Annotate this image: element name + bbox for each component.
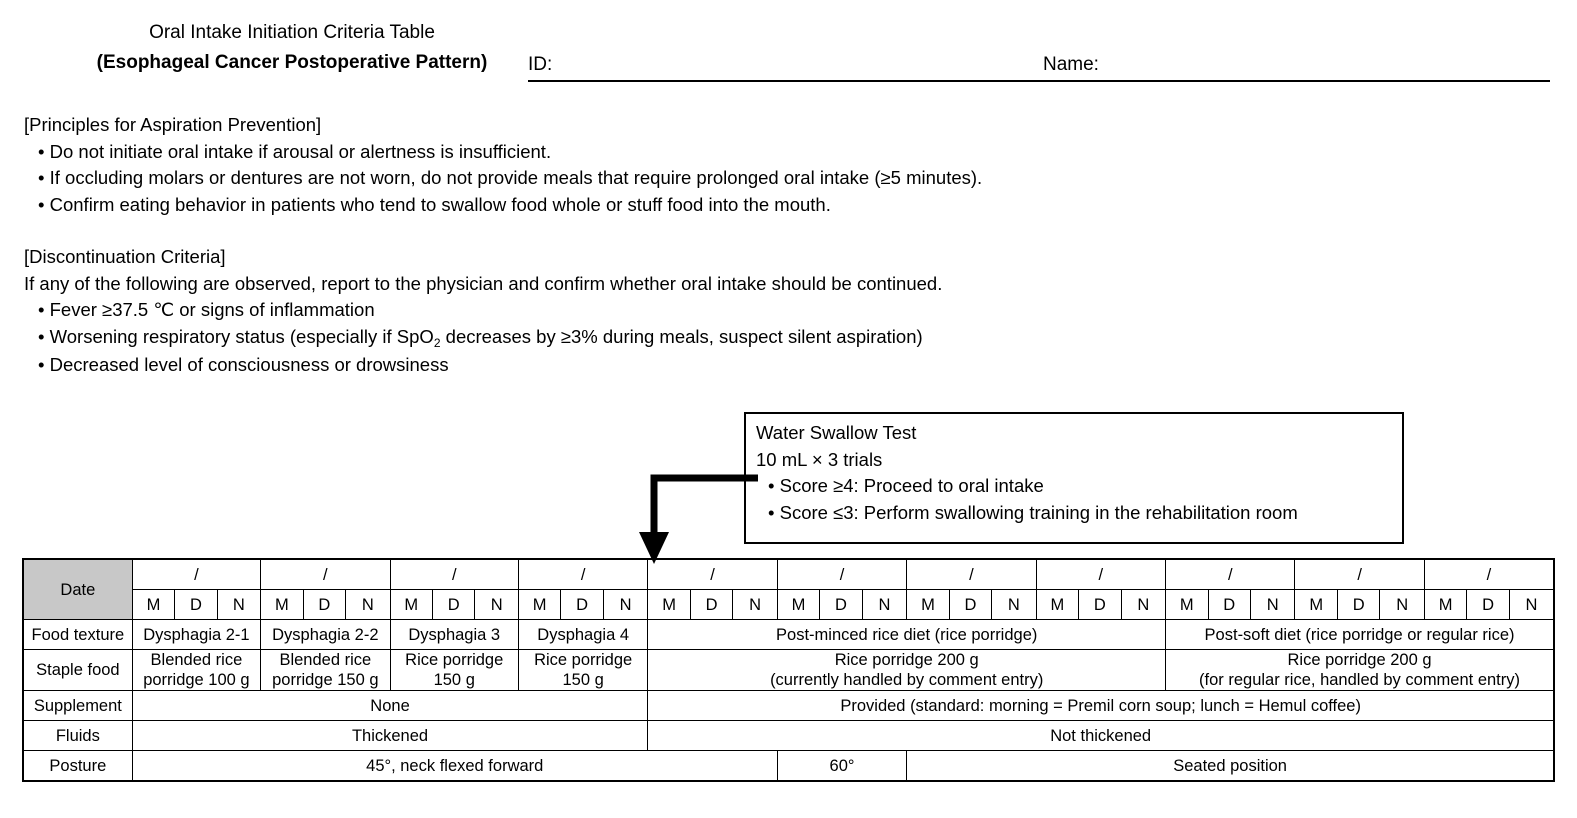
date-cell-3[interactable]: / — [390, 559, 518, 590]
aspiration-heading: [Principles for Aspiration Prevention] — [24, 114, 322, 135]
oral-intake-schedule-table — [22, 558, 1555, 782]
discontinuation-heading: [Discontinuation Criteria] — [24, 246, 226, 267]
aspiration-item-1: • Do not initiate oral intake if arousal or alertness is insufficient. — [38, 140, 552, 162]
staple-food-cell-4-line2: 150 g — [562, 671, 604, 689]
staple-food-cell-4[interactable] — [518, 650, 647, 691]
food-texture-cell-6[interactable]: Post-soft diet (rice porridge or regular rice) — [1166, 620, 1554, 650]
mdn-5-d[interactable]: D — [690, 590, 732, 620]
row-label-food-texture: Food texture — [23, 620, 132, 650]
mdn-11-n[interactable]: N — [1509, 590, 1554, 620]
date-cell-8[interactable]: / — [1036, 559, 1165, 590]
mdn-7-m[interactable]: M — [907, 590, 949, 620]
supplement-cell-2[interactable]: Provided (standard: morning = Premil corn soup; lunch = Hemul coffee) — [648, 691, 1554, 721]
posture-cell-2[interactable]: 60° — [777, 751, 906, 782]
supplement-cell-1[interactable]: None — [132, 691, 648, 721]
staple-food-cell-6[interactable] — [1166, 650, 1554, 691]
mdn-10-m[interactable]: M — [1295, 590, 1337, 620]
row-label-staple-food: Staple food — [23, 650, 132, 691]
discontinuation-item-2-pre: • Worsening respiratory status (especially if SpO — [38, 325, 434, 347]
aspiration-item-3: • Confirm eating behavior in patients who tend to swallow food whole or stuff food into the mouth. — [38, 193, 831, 215]
staple-food-cell-2[interactable] — [261, 650, 390, 691]
mdn-1-n[interactable]: N — [217, 590, 260, 620]
mdn-8-d[interactable]: D — [1079, 590, 1121, 620]
date-cell-10[interactable]: / — [1295, 559, 1424, 590]
mdn-11-m[interactable]: M — [1424, 590, 1466, 620]
document-header — [0, 0, 1577, 92]
mdn-8-n[interactable]: N — [1121, 590, 1165, 620]
date-cell-11[interactable]: / — [1424, 559, 1554, 590]
food-texture-cell-4[interactable]: Dysphagia 4 — [518, 620, 647, 650]
table-row-posture — [23, 751, 1554, 782]
row-label-posture: Posture — [23, 751, 132, 782]
mdn-2-m[interactable]: M — [261, 590, 303, 620]
food-texture-cell-3[interactable]: Dysphagia 3 — [390, 620, 518, 650]
date-cell-7[interactable]: / — [907, 559, 1036, 590]
notes-spacer — [24, 218, 1424, 244]
staple-food-cell-5-line1: Rice porridge 200 g — [834, 651, 979, 669]
mdn-9-d[interactable]: D — [1208, 590, 1250, 620]
spo2-subscript: 2 — [433, 335, 441, 350]
fluids-cell-2[interactable]: Not thickened — [648, 721, 1554, 751]
aspiration-item-2: • If occluding molars or dentures are not worn, do not provide meals that require prolonged oral intake (≥5 minutes). — [38, 167, 983, 188]
mdn-4-n[interactable]: N — [603, 590, 647, 620]
page-title — [62, 18, 522, 78]
table-row-staple-food — [23, 650, 1554, 691]
staple-food-cell-5-line2: (currently handled by comment entry) — [770, 671, 1044, 689]
staple-food-cell-4-line1: Rice porridge — [534, 651, 633, 669]
mdn-11-d[interactable]: D — [1467, 590, 1509, 620]
table-row-fluids — [23, 721, 1554, 751]
mdn-7-n[interactable]: N — [992, 590, 1036, 620]
mdn-5-n[interactable]: N — [733, 590, 777, 620]
mdn-3-d[interactable]: D — [433, 590, 475, 620]
callout-line-1: Water Swallow Test — [756, 422, 917, 443]
table-row-date — [23, 559, 1554, 590]
food-texture-cell-5[interactable]: Post-minced rice diet (rice porridge) — [648, 620, 1166, 650]
mdn-2-n[interactable]: N — [346, 590, 390, 620]
name-label: Name: — [1043, 54, 1099, 75]
title-line-2: (Esophageal Cancer Postoperative Pattern) — [96, 52, 488, 73]
mdn-1-d[interactable]: D — [175, 590, 217, 620]
staple-food-cell-5[interactable] — [648, 650, 1166, 691]
row-label-fluids: Fluids — [23, 721, 132, 751]
mdn-3-n[interactable]: N — [475, 590, 518, 620]
staple-food-cell-2-line1: Blended rice — [279, 651, 372, 669]
table-row-food-texture — [23, 620, 1554, 650]
mdn-7-d[interactable]: D — [949, 590, 991, 620]
row-label-supplement: Supplement — [23, 691, 132, 721]
water-swallow-test-callout — [744, 412, 1404, 544]
staple-food-cell-6-line1: Rice porridge 200 g — [1287, 651, 1432, 669]
mdn-4-d[interactable]: D — [561, 590, 603, 620]
table-row-supplement — [23, 691, 1554, 721]
mdn-3-m[interactable]: M — [390, 590, 432, 620]
mdn-6-m[interactable]: M — [777, 590, 819, 620]
row-label-date: Date — [23, 559, 132, 620]
posture-cell-1[interactable]: 45°, neck flexed forward — [132, 751, 777, 782]
callout-line-4: • Score ≤3: Perform swallowing training in the rehabilitation room — [768, 501, 1298, 523]
staple-food-cell-1-line1: Blended rice — [150, 651, 243, 669]
table-row-mdn — [23, 590, 1554, 620]
discontinuation-item-2-post: decreases by ≥3% during meals, suspect silent aspiration) — [440, 325, 923, 347]
fluids-cell-1[interactable]: Thickened — [132, 721, 648, 751]
date-cell-5[interactable]: / — [648, 559, 777, 590]
mdn-8-m[interactable]: M — [1036, 590, 1078, 620]
date-cell-2[interactable]: / — [261, 559, 390, 590]
staple-food-cell-3-line1: Rice porridge — [405, 651, 504, 669]
mdn-9-m[interactable]: M — [1166, 590, 1208, 620]
staple-food-cell-3[interactable] — [390, 650, 518, 691]
date-cell-6[interactable]: / — [777, 559, 906, 590]
mdn-10-n[interactable]: N — [1380, 590, 1424, 620]
staple-food-cell-6-line2: (for regular rice, handled by comment entry) — [1199, 671, 1520, 689]
callout-arrow-icon — [630, 460, 760, 570]
mdn-6-n[interactable]: N — [862, 590, 906, 620]
date-cell-4[interactable]: / — [518, 559, 647, 590]
mdn-10-d[interactable]: D — [1337, 590, 1379, 620]
discontinuation-lead: If any of the following are observed, report to the physician and confirm whether oral intake should be continued. — [24, 272, 943, 294]
staple-food-cell-1[interactable] — [132, 650, 260, 691]
food-texture-cell-1[interactable]: Dysphagia 2-1 — [132, 620, 260, 650]
notes-section — [24, 112, 1424, 379]
title-line-1: Oral Intake Initiation Criteria Table — [149, 22, 435, 43]
staple-food-cell-3-line2: 150 g — [433, 671, 475, 689]
date-cell-1[interactable]: / — [132, 559, 260, 590]
mdn-9-n[interactable]: N — [1250, 590, 1294, 620]
callout-line-3: • Score ≥4: Proceed to oral intake — [768, 475, 1044, 496]
mdn-2-d[interactable]: D — [303, 590, 345, 620]
staple-food-cell-1-line2: porridge 100 g — [143, 671, 250, 689]
id-name-field-row — [528, 52, 1550, 82]
mdn-1-m[interactable]: M — [132, 590, 174, 620]
id-label: ID: — [528, 54, 553, 75]
mdn-6-d[interactable]: D — [820, 590, 862, 620]
date-cell-9[interactable]: / — [1166, 559, 1295, 590]
food-texture-cell-2[interactable]: Dysphagia 2-2 — [261, 620, 390, 650]
mdn-4-m[interactable]: M — [518, 590, 560, 620]
discontinuation-item-2 — [38, 324, 1424, 353]
discontinuation-item-3: • Decreased level of consciousness or drowsiness — [38, 354, 449, 375]
posture-cell-3[interactable]: Seated position — [907, 751, 1554, 782]
discontinuation-item-1: • Fever ≥37.5 ℃ or signs of inflammation — [38, 299, 375, 320]
callout-line-2: 10 mL × 3 trials — [756, 448, 883, 470]
mdn-5-m[interactable]: M — [648, 590, 690, 620]
staple-food-cell-2-line2: porridge 150 g — [272, 671, 379, 689]
